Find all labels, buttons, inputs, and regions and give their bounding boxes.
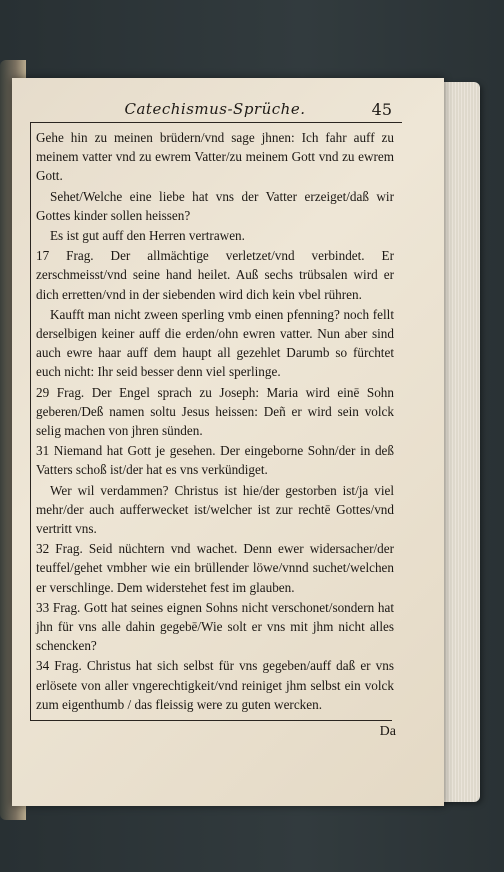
paragraph: Kaufft man nicht zween sperling vmb einen pfenning? noch fellt derselbigen keiner auff die erden/ohn ewren vatter. Nun aber sind auch ewre haar auff dem haupt all gezehlet Darumb so fürchtet euch nicht: Ihr seid besser denn viel sperlinge. xyxy=(36,306,394,380)
paragraph: 33 Frag. Gott hat seines eignen Sohns nicht verschonet/sondern hat jhn für vns alle dahin gegebē/Wie solt er vns mit jhm nicht alles schencken? xyxy=(36,599,394,654)
running-head: Catechismus-Sprüche. xyxy=(124,100,306,118)
text-block xyxy=(36,128,394,715)
paragraph: 29 Frag. Der Engel sprach zu Joseph: Maria wird einē Sohn geberen/Deß namen soltu Jesus heissen: Deñ er wird sein volck selig machen von jhren sünden. xyxy=(36,384,394,439)
book-page xyxy=(12,78,444,806)
bottom-rule xyxy=(30,720,392,721)
paragraph: 31 Niemand hat Gott je gesehen. Der eingeborne Sohn/der in deß Vatters schoß ist/der hat es vns verkündiget. xyxy=(36,443,394,478)
page-number: 45 xyxy=(371,100,392,119)
paragraph: Es ist gut auff den Herren vertrawen. xyxy=(50,228,245,244)
catchword: Da xyxy=(379,724,396,739)
paragraph: Gehe hin zu meinen brüdern/vnd sage jhnen: Ich fahr auff zu meinem vatter vnd zu ewrem Vatter/zu meinem Gott vnd zu ewrem Gott. xyxy=(36,130,394,184)
paragraph: 17 Frag. Der allmächtige verletzet/vnd verbindet. Er zerschmeisst/vnd seine hand heilet. Auß sechs trübsalen wird er dich erretten/vnd in der siebenden wird dich kein vbel rühren. xyxy=(36,248,394,302)
left-margin-rule xyxy=(30,122,31,720)
paragraph: 32 Frag. Seid nüchtern vnd wachet. Denn ewer widersacher/der teuffel/gehet vmbher wie ein brüllender löwe/vnnd suchet/welchen er verschlinge. Dem widerstehet fest im glauben. xyxy=(36,541,394,595)
header-rule xyxy=(30,122,402,123)
paragraph: Wer wil verdammen? Christus ist hie/der gestorben ist/ja viel mehr/der auch aufferwecket ist/welcher ist zur rechtē Gottes/vnd vertritt vns. xyxy=(36,482,394,537)
paragraph: 34 Frag. Christus hat sich selbst für vns gegeben/auff daß er vns erlösete von aller vngerechtigkeit/vnd reiniget jhm selbst ein volck zum eigenthumb / das fleissig were zu guten wercken. xyxy=(36,658,394,712)
paragraph: Sehet/Welche eine liebe hat vns der Vatter erzeiget/daß wir Gottes kinder sollen heissen? xyxy=(36,188,394,223)
content-frame xyxy=(30,96,402,786)
